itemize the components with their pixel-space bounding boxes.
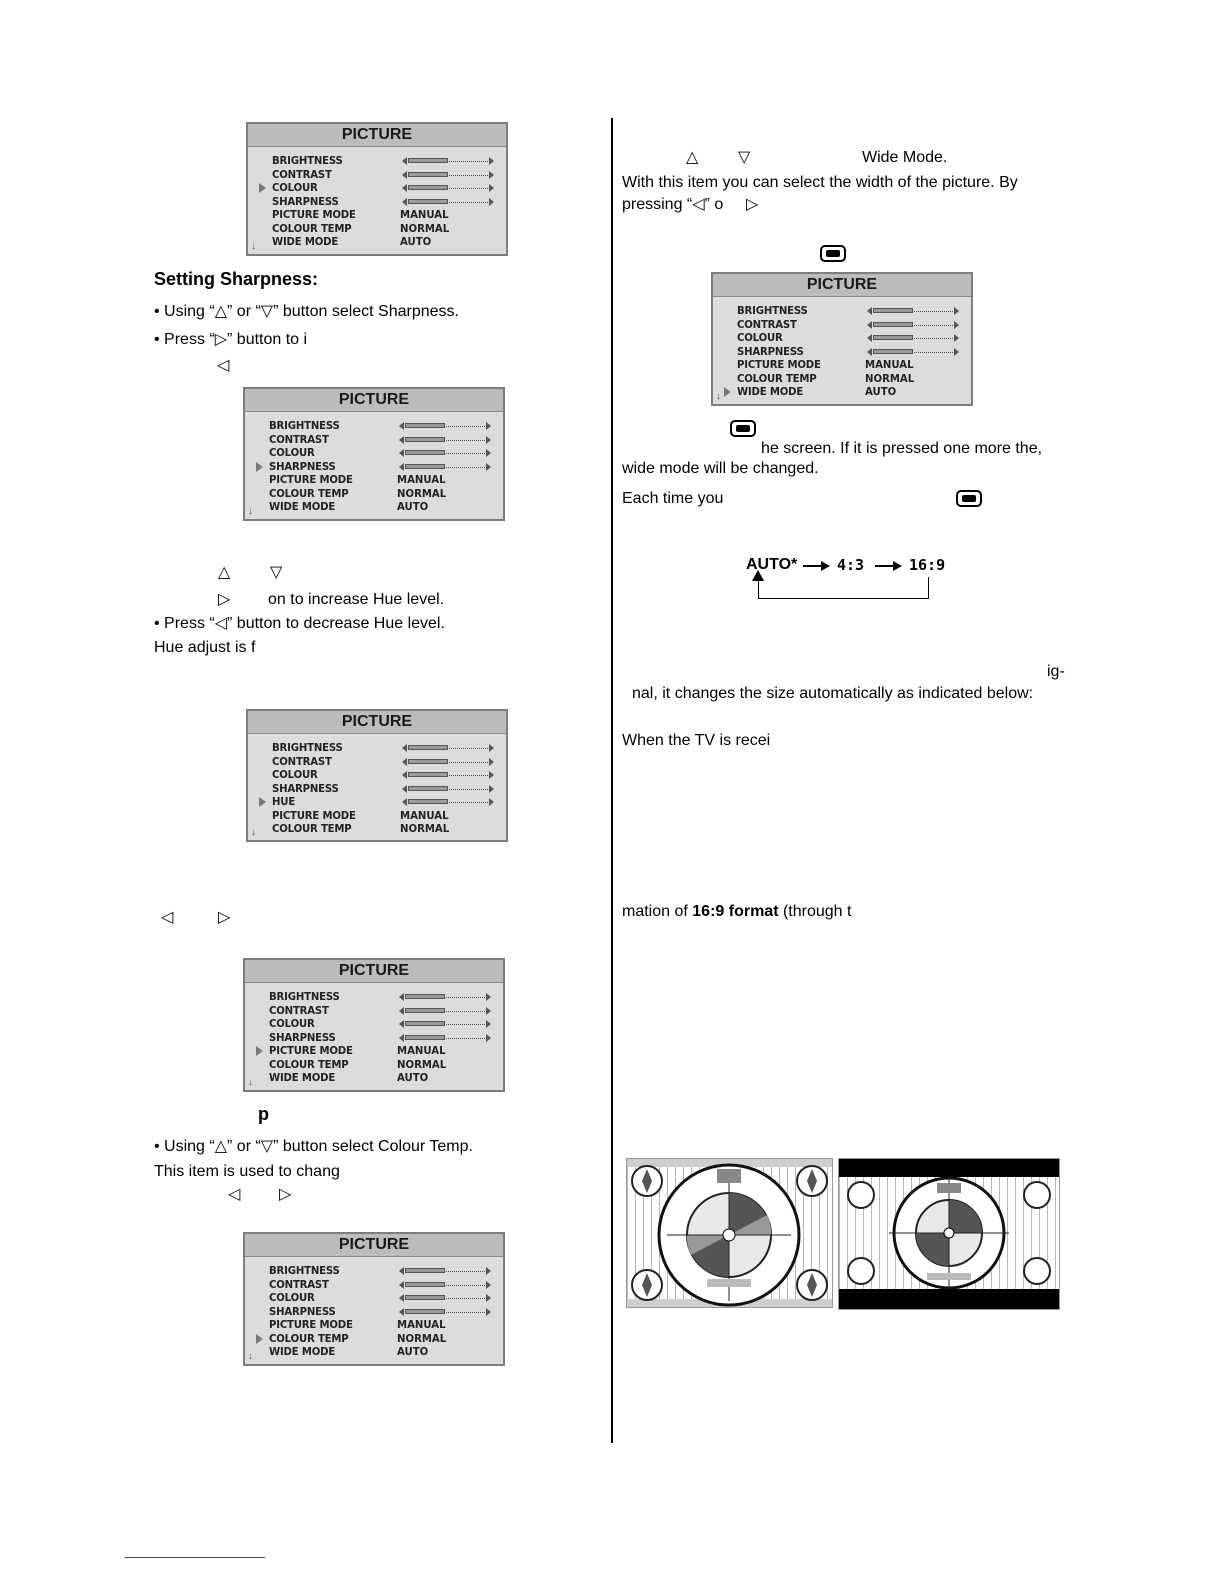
flow-arrow-2 — [875, 565, 893, 567]
osd-value-wide-mode: AUTO — [400, 235, 432, 248]
osd-menu-hue — [246, 709, 508, 842]
slider-fill — [408, 199, 448, 204]
osd-label-colour: COLOUR — [272, 768, 318, 781]
hue-step-decrease: • Press “◁” button to decrease Hue level. — [154, 615, 445, 632]
osd-label-picture-mode: PICTURE MODE — [272, 808, 356, 822]
flow-4-3: 4:3 — [837, 556, 865, 574]
sharpness-slider — [399, 1034, 491, 1042]
slider-fill — [408, 745, 448, 750]
slider-fill — [405, 1035, 445, 1040]
osd-value-colour-temp: NORMAL — [865, 371, 915, 385]
slider-fill — [873, 349, 913, 354]
osd-label-picture-mode: PICTURE MODE — [269, 473, 353, 486]
slider-fill — [405, 994, 445, 999]
osd-label-picture-mode: PICTURE MODE — [269, 1318, 353, 1331]
osd-label-brightness: BRIGHTNESS — [272, 154, 343, 167]
osd-label-wide-mode: WIDE MODE — [269, 1345, 336, 1358]
sharpness-heading: Setting Sharpness: — [154, 269, 319, 289]
osd-label-colour: COLOUR — [269, 1017, 315, 1030]
osd-label-colour-temp: COLOUR TEMP — [737, 371, 817, 385]
osd-pointer-icon — [256, 1334, 263, 1344]
osd-label-colour-temp: COLOUR TEMP — [269, 486, 349, 500]
sharpness-slider — [867, 348, 959, 356]
hue-slider — [402, 798, 494, 806]
slider-fill — [405, 1021, 445, 1026]
format-text-c: (through t — [778, 903, 852, 920]
colour-temp-step-1: • Using “△” or “▽” button select Colour Temp. — [154, 1138, 473, 1155]
hue-up-arrow: △ — [218, 564, 231, 581]
test-card-4-3-svg — [627, 1159, 832, 1307]
osd-value-picture-mode: MANUAL — [397, 1044, 446, 1057]
wide-mode-desc-2a: pressing “◁” o — [622, 196, 724, 213]
contrast-slider — [399, 1007, 491, 1015]
osd-value-colour-temp: NORMAL — [400, 221, 450, 235]
brightness-slider — [402, 157, 494, 165]
colour-slider — [399, 1294, 491, 1302]
picture-mode-right-arrow: ▷ — [218, 909, 231, 926]
signal-text-1: ig- — [1047, 663, 1065, 680]
format-text — [622, 902, 851, 922]
wide-mode-desc-3: he screen. If it is pressed one more the, — [761, 440, 1043, 457]
slider-fill — [408, 185, 448, 190]
osd-label-colour: COLOUR — [269, 446, 315, 459]
sharpness-step-3: ◁ — [217, 357, 230, 374]
wide-mode-select-text: Wide Mode. — [862, 149, 948, 166]
osd-title: PICTURE — [245, 389, 503, 412]
osd-menu-colour-temp — [243, 1232, 505, 1366]
osd-title: PICTURE — [245, 1234, 503, 1257]
sharpness-slider — [399, 463, 491, 471]
osd-value-picture-mode: MANUAL — [865, 358, 914, 371]
osd-label-colour: COLOUR — [737, 331, 783, 344]
flow-auto: AUTO* — [746, 556, 798, 573]
hue-down-arrow: ▽ — [270, 564, 283, 581]
osd-pointer-icon — [256, 1046, 263, 1056]
flow-16-9: 16:9 — [909, 556, 946, 574]
slider-fill — [405, 1008, 445, 1013]
osd-label-colour: COLOUR — [272, 181, 318, 194]
osd-label-brightness: BRIGHTNESS — [269, 1264, 340, 1277]
osd-value-wide-mode: AUTO — [397, 1071, 429, 1084]
wide-mode-button-icon — [956, 490, 982, 507]
osd-label-picture-mode: PICTURE MODE — [269, 1044, 353, 1057]
osd-label-wide-mode: WIDE MODE — [272, 235, 339, 248]
colour-temp-left-arrow: ◁ — [228, 1186, 241, 1203]
scroll-down-icon: ↓ — [716, 391, 721, 402]
osd-value-wide-mode: AUTO — [397, 500, 429, 513]
osd-value-picture-mode: MANUAL — [400, 208, 449, 221]
osd-menu-picture-mode — [243, 958, 505, 1092]
picture-mode-left-arrow: ◁ — [161, 909, 174, 926]
osd-label-brightness: BRIGHTNESS — [737, 304, 808, 317]
test-card-4-3-image — [626, 1158, 833, 1308]
footer-link-underline[interactable] — [125, 1557, 265, 1558]
osd-label-contrast: CONTRAST — [737, 317, 797, 331]
wide-mode-down-arrow: ▽ — [738, 149, 751, 166]
flow-arrow-1 — [803, 565, 821, 567]
contrast-slider — [399, 436, 491, 444]
wide-mode-button-icon — [820, 245, 846, 262]
sharpness-step-2: • Press “▷” button to i — [154, 331, 308, 348]
osd-value-wide-mode: AUTO — [397, 1345, 429, 1358]
osd-label-hue: HUE — [272, 795, 296, 808]
osd-label-brightness: BRIGHTNESS — [269, 419, 340, 432]
flow-return-line-left — [758, 580, 759, 598]
wide-mode-desc-1: With this item you can select the width of the picture. By — [622, 174, 1018, 191]
slider-fill — [405, 437, 445, 442]
osd-label-contrast: CONTRAST — [269, 1003, 329, 1017]
osd-value-wide-mode: AUTO — [865, 385, 897, 398]
sharpness-slider — [402, 785, 494, 793]
osd-label-contrast: CONTRAST — [269, 432, 329, 446]
osd-pointer-icon — [259, 183, 266, 193]
colour-temp-right-arrow: ▷ — [279, 1186, 292, 1203]
brightness-slider — [399, 422, 491, 430]
osd-label-picture-mode: PICTURE MODE — [272, 208, 356, 221]
osd-title: PICTURE — [713, 274, 971, 297]
contrast-slider — [867, 321, 959, 329]
osd-value-colour-temp: NORMAL — [397, 1331, 447, 1345]
osd-value-picture-mode: MANUAL — [397, 1318, 446, 1331]
signal-text-3: When the TV is recei — [622, 732, 771, 749]
format-text-a: mation of — [622, 903, 693, 920]
osd-label-wide-mode: WIDE MODE — [269, 1071, 336, 1084]
osd-label-sharpness: SHARPNESS — [272, 194, 339, 208]
osd-label-brightness: BRIGHTNESS — [272, 741, 343, 754]
flow-arrow-2-head-icon — [893, 561, 902, 571]
test-card-16-9-image — [838, 1158, 1060, 1310]
slider-fill — [873, 335, 913, 340]
column-divider — [611, 118, 613, 1443]
osd-label-brightness: BRIGHTNESS — [269, 990, 340, 1003]
osd-pointer-icon — [256, 462, 263, 472]
colour-slider — [402, 184, 494, 192]
osd-label-wide-mode: WIDE MODE — [737, 385, 804, 398]
osd-label-sharpness: SHARPNESS — [737, 344, 804, 358]
flow-return-line-bottom — [758, 598, 929, 599]
slider-fill — [405, 1282, 445, 1287]
slider-fill — [408, 772, 448, 777]
osd-value-colour-temp: NORMAL — [397, 1057, 447, 1071]
contrast-slider — [399, 1281, 491, 1289]
slider-fill — [408, 759, 448, 764]
colour-temp-heading: p — [258, 1104, 269, 1124]
osd-label-wide-mode: WIDE MODE — [269, 500, 336, 513]
contrast-slider — [402, 758, 494, 766]
osd-menu-colour — [246, 122, 508, 256]
signal-text-2: nal, it changes the size automatically as indicated below: — [632, 685, 1034, 702]
colour-slider — [402, 771, 494, 779]
osd-value-colour-temp: NORMAL — [397, 486, 447, 500]
colour-temp-step-2: This item is used to chang — [154, 1163, 340, 1180]
osd-title: PICTURE — [245, 960, 503, 983]
slider-fill — [405, 1295, 445, 1300]
osd-value-picture-mode: MANUAL — [400, 808, 449, 822]
osd-pointer-icon — [259, 797, 266, 807]
osd-title: PICTURE — [248, 124, 506, 147]
osd-value-picture-mode: MANUAL — [397, 473, 446, 486]
contrast-slider — [402, 171, 494, 179]
scroll-down-icon: ↓ — [248, 506, 253, 517]
wide-mode-desc-2b: ▷ — [746, 196, 759, 213]
slider-fill — [405, 1268, 445, 1273]
slider-fill — [408, 158, 448, 163]
slider-fill — [408, 799, 448, 804]
hue-note: Hue adjust is f — [154, 639, 256, 656]
slider-fill — [405, 464, 445, 469]
flow-arrow-1-head-icon — [821, 561, 830, 571]
slider-fill — [405, 423, 445, 428]
osd-label-sharpness: SHARPNESS — [269, 459, 336, 473]
osd-label-colour-temp: COLOUR TEMP — [269, 1331, 349, 1345]
osd-label-colour-temp: COLOUR TEMP — [272, 822, 352, 835]
format-text-bold: 16:9 format — [692, 903, 779, 920]
slider-fill — [405, 1309, 445, 1314]
brightness-slider — [399, 1267, 491, 1275]
hue-right-arrow: ▷ — [218, 591, 231, 608]
osd-label-colour-temp: COLOUR TEMP — [269, 1057, 349, 1071]
sharpness-step-1: • Using “△” or “▽” button select Sharpness. — [154, 303, 459, 320]
osd-label-contrast: CONTRAST — [272, 754, 332, 768]
wide-mode-desc-5: Each time you — [622, 490, 724, 507]
colour-slider — [399, 1020, 491, 1028]
sharpness-slider — [399, 1308, 491, 1316]
osd-label-contrast: CONTRAST — [269, 1277, 329, 1291]
slider-fill — [873, 322, 913, 327]
osd-pointer-icon — [724, 387, 731, 397]
osd-label-colour-temp: COLOUR TEMP — [272, 221, 352, 235]
osd-value-colour-temp: NORMAL — [400, 822, 450, 835]
scroll-down-icon: ↓ — [251, 241, 256, 252]
osd-label-sharpness: SHARPNESS — [272, 781, 339, 795]
colour-slider — [399, 449, 491, 457]
wide-mode-up-arrow: △ — [686, 149, 699, 166]
slider-fill — [408, 786, 448, 791]
colour-slider — [867, 334, 959, 342]
sharpness-slider — [402, 198, 494, 206]
hue-step-increase: on to increase Hue level. — [268, 591, 445, 608]
osd-menu-sharpness — [243, 387, 505, 521]
scroll-down-icon: ↓ — [248, 1077, 253, 1088]
flow-return-arrow-head-icon — [752, 570, 764, 581]
slider-fill — [405, 450, 445, 455]
brightness-slider — [399, 993, 491, 1001]
brightness-slider — [402, 744, 494, 752]
osd-label-contrast: CONTRAST — [272, 167, 332, 181]
osd-label-sharpness: SHARPNESS — [269, 1304, 336, 1318]
wide-mode-button-icon — [730, 420, 756, 437]
brightness-slider — [867, 307, 959, 315]
osd-label-sharpness: SHARPNESS — [269, 1030, 336, 1044]
osd-label-picture-mode: PICTURE MODE — [737, 358, 821, 371]
slider-fill — [873, 308, 913, 313]
osd-label-colour: COLOUR — [269, 1291, 315, 1304]
slider-fill — [408, 172, 448, 177]
flow-return-line-right — [928, 577, 929, 598]
wide-mode-desc-4: wide mode will be changed. — [622, 460, 819, 477]
scroll-down-icon: ↓ — [248, 1351, 253, 1362]
test-card-16-9-svg — [839, 1159, 1059, 1309]
osd-menu-wide-mode — [711, 272, 973, 406]
osd-title: PICTURE — [248, 711, 506, 734]
scroll-down-icon: ↓ — [251, 827, 256, 838]
